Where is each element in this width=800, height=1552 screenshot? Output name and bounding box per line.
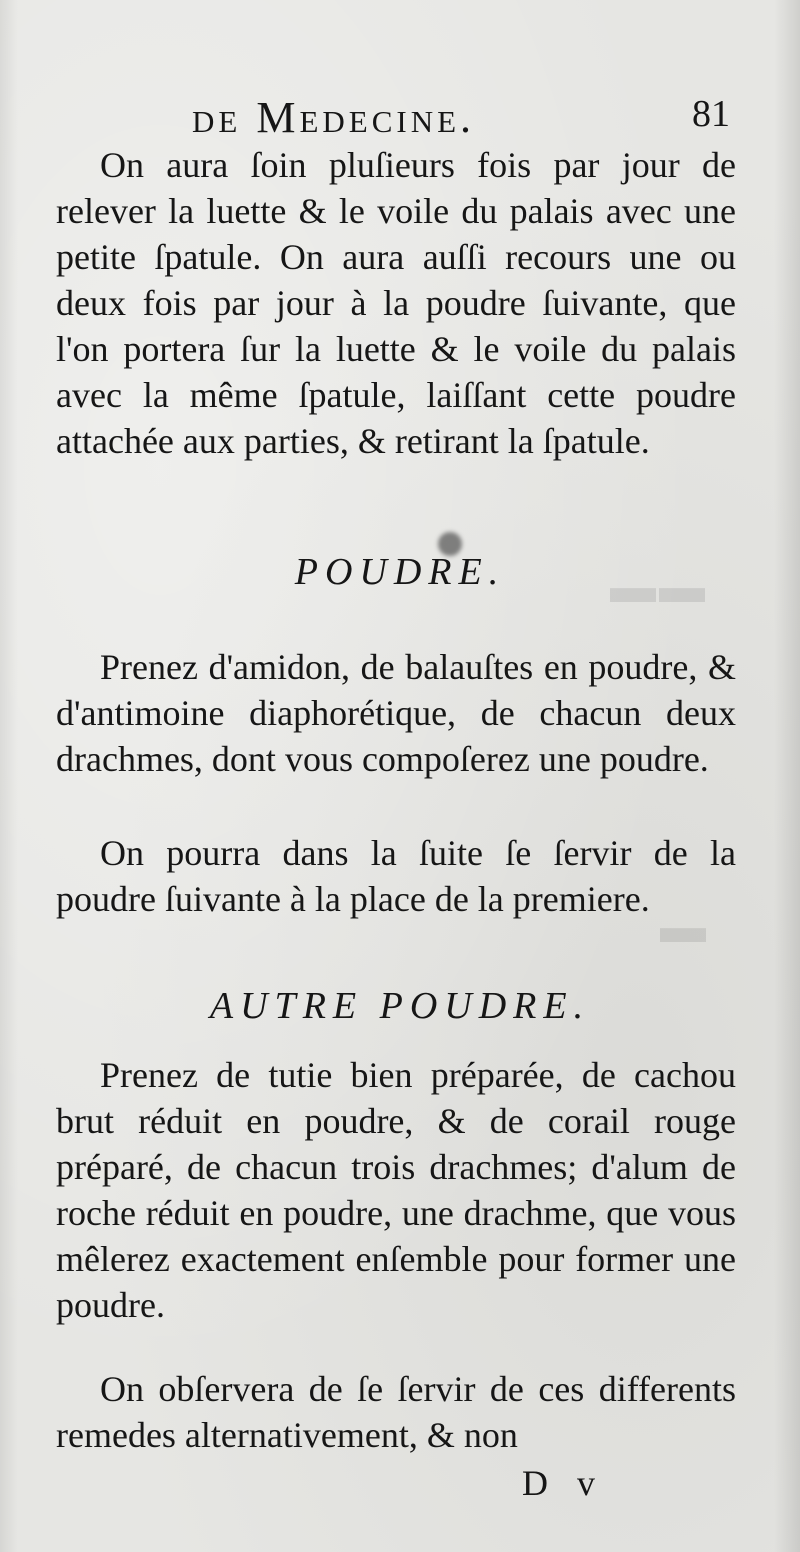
running-head: de Medecine. <box>192 93 476 142</box>
paragraph-recipe-1: Prenez d'amidon, de balauſtes en poudre, & d'antimoine diaphorétique, de chacun deux drachmes, dont vous compoſerez une poudre. <box>56 647 736 779</box>
paragraph-alternative: On pourra dans la ſuite ſe ſervir de la poudre ſuivante à la place de la premiere. <box>56 833 736 919</box>
show-through: ▬ <box>660 901 709 952</box>
show-through: ▬▬ <box>610 561 708 612</box>
section-title-poudre: POUDRE. <box>294 551 506 593</box>
section-title-autre-poudre: AUTRE POUDRE. <box>209 985 591 1027</box>
signature-mark: D v <box>522 1463 605 1503</box>
page-header <box>140 92 730 142</box>
page-number: 81 <box>692 93 730 135</box>
page-edge-shadow <box>774 0 800 1552</box>
paragraph-treatment: On aura ſoin pluſieurs fois par jour de relever la luette & le voile du palais avec une petite ſpatule. On aura auſſi recours une ou deux fois par jour à la poudre ſuivante, que l'on portera ſur la luette & le voile du palais avec la même ſpatule, laiſſant cette poudre attachée aux parties, & retirant la ſpatule. <box>56 145 736 461</box>
page-gutter-shadow <box>0 0 18 1552</box>
paragraph-recipe-2: Prenez de tutie bien préparée, de cachou brut réduit en poudre, & de corail rouge préparé, de chacun trois drachmes; d'alum de roche réduit en poudre, une drachme, que vous mêlerez exactement enſemble pour former une poudre. <box>56 1055 736 1325</box>
paragraph-closing: On obſervera de ſe ſervir de ces differents remedes alternativement, & non <box>56 1369 736 1455</box>
